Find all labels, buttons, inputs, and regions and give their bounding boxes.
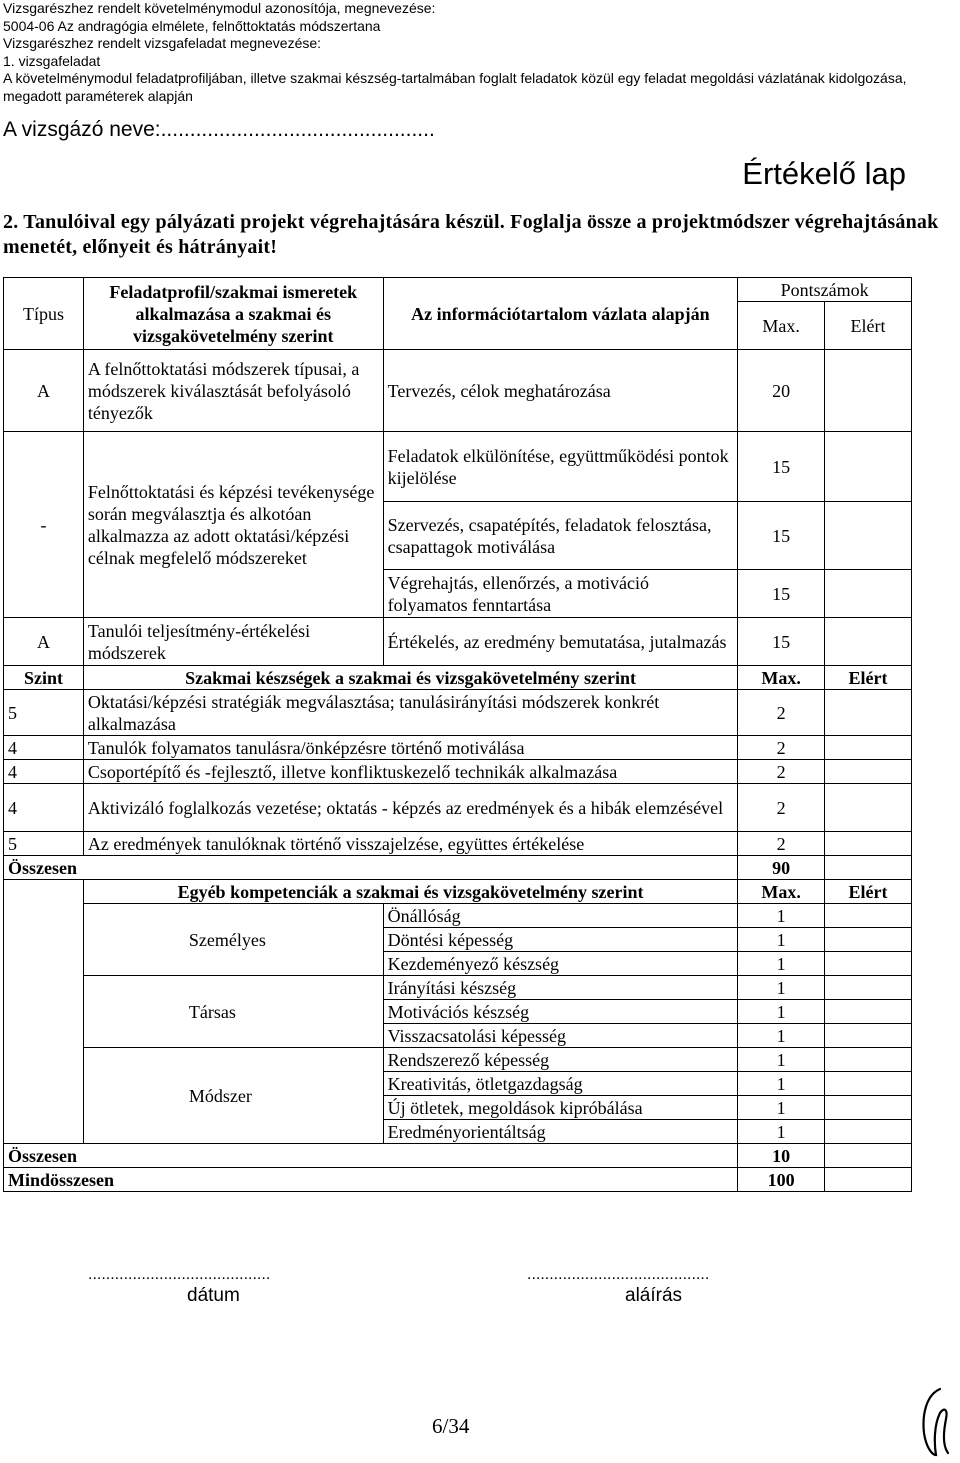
handwritten-signature-mark	[918, 1385, 956, 1459]
competency-item: Eredményorientáltság	[383, 1120, 738, 1144]
achieved-cell[interactable]	[825, 832, 912, 856]
header-line: A követelménymodul feladatprofiljában, illetve szakmai készség-tartalmában foglalt feladatok közül egy feladat megoldási vázlatának kidolgozása, megadott paraméterek alapján	[3, 70, 907, 104]
document-header	[3, 0, 953, 105]
info-cell: Végrehajtás, ellenőrzés, a motiváció folyamatos fenntartása	[383, 570, 738, 618]
header-line: Vizsgarészhez rendelt vizsgafeladat megnevezése:	[3, 35, 322, 51]
col-head-profile: Feladatprofil/szakmai ismeretek alkalmazása a szakmai és vizsgakövetelmény szerint	[83, 278, 383, 350]
max-cell: 1	[738, 1000, 825, 1024]
profile-cell: A felnőttoktatási módszerek típusai, a módszerek kiválasztását befolyásoló tényezők	[83, 350, 383, 432]
achieved-cell[interactable]	[825, 350, 912, 432]
achieved-cell[interactable]	[825, 1000, 912, 1024]
competency-item: Irányítási készség	[383, 976, 738, 1000]
competency-item: Döntési képesség	[383, 928, 738, 952]
type-cell: -	[4, 432, 84, 618]
competency-group: Személyes	[83, 904, 383, 976]
section-competencies-title: Egyéb kompetenciák a szakmai és vizsgakövetelmény szerint	[83, 880, 737, 904]
max-cell: 1	[738, 1024, 825, 1048]
max-cell: 15	[738, 502, 825, 570]
col-head-max: Max.	[738, 302, 825, 350]
achieved-cell[interactable]	[825, 1072, 912, 1096]
col-head-type: Típus	[4, 278, 84, 350]
max-cell: 15	[738, 618, 825, 666]
skill-cell: Tanulók folyamatos tanulásra/önképzésre történő motiválása	[83, 736, 737, 760]
skill-cell: Aktivizáló foglalkozás vezetése; oktatás - képzés az eredmények és a hibák elemzésével	[83, 784, 737, 832]
achieved-cell[interactable]	[825, 904, 912, 928]
achieved-cell[interactable]	[825, 690, 912, 736]
achieved-cell[interactable]	[825, 976, 912, 1000]
level-cell: 4	[4, 736, 84, 760]
section-skills-title: Szakmai készségek a szakmai és vizsgakövetelmény szerint	[83, 666, 737, 690]
achieved-cell[interactable]	[825, 1168, 912, 1192]
max-cell: 1	[738, 904, 825, 928]
subtotal-label: Összesen	[4, 856, 738, 880]
evaluation-table	[3, 277, 912, 1192]
max-cell: 2	[738, 690, 825, 736]
achieved-cell[interactable]	[825, 736, 912, 760]
max-cell: 1	[738, 1048, 825, 1072]
max-cell: 1	[738, 952, 825, 976]
competency-item: Visszacsatolási képesség	[383, 1024, 738, 1048]
competency-group: Társas	[83, 976, 383, 1048]
header-line: 5004-06 Az andragógia elmélete, felnőttoktatás módszertana	[3, 17, 381, 34]
competency-item: Kreativitás, ötletgazdagság	[383, 1072, 738, 1096]
max-cell: 2	[738, 784, 825, 832]
level-cell: 4	[4, 784, 84, 832]
achieved-cell[interactable]	[825, 1144, 912, 1168]
profile-cell: Felnőttoktatási és képzési tevékenysége során megválasztja és alkotóan alkalmazza az adott oktatási/képzési célnak megfelelő módszereket	[83, 432, 383, 618]
max-cell: 20	[738, 350, 825, 432]
achieved-cell[interactable]	[825, 928, 912, 952]
competency-item: Új ötletek, megoldások kipróbálása	[383, 1096, 738, 1120]
max-cell: 2	[738, 736, 825, 760]
competency-item: Kezdeményező készség	[383, 952, 738, 976]
info-cell: Értékelés, az eredmény bemutatása, jutalmazás	[383, 618, 738, 666]
col-head-max: Max.	[738, 880, 825, 904]
header-line: Vizsgarészhez rendelt követelménymodul azonosítója, megnevezése:	[3, 0, 436, 16]
header-line: 1. vizsgafeladat	[3, 52, 101, 69]
achieved-cell[interactable]	[825, 502, 912, 570]
max-cell: 15	[738, 432, 825, 502]
info-cell: Feladatok elkülönítése, együttműködési pontok kijelölése	[383, 432, 738, 502]
achieved-cell[interactable]	[825, 952, 912, 976]
col-head-achieved: Elért	[825, 666, 912, 690]
subtotal-label: Összesen	[4, 1144, 738, 1168]
competency-item: Önállóság	[383, 904, 738, 928]
grand-total-value: 100	[738, 1168, 825, 1192]
profile-cell: Tanulói teljesítmény-értékelési módszerek	[83, 618, 383, 666]
date-label: dátum	[187, 1285, 240, 1306]
grand-total-label: Mindösszesen	[4, 1168, 738, 1192]
skill-cell: Oktatási/képzési stratégiák megválasztása; tanulásirányítási módszerek konkrét alkalmazása	[83, 690, 737, 736]
signature-line: .........................................	[527, 1266, 710, 1283]
max-cell: 15	[738, 570, 825, 618]
col-head-level: Szint	[4, 666, 84, 690]
max-cell: 2	[738, 832, 825, 856]
col-head-achieved: Elért	[825, 302, 912, 350]
competency-item: Rendszerező képesség	[383, 1048, 738, 1072]
col-head-points: Pontszámok	[738, 278, 912, 302]
info-cell: Tervezés, célok meghatározása	[383, 350, 738, 432]
achieved-cell[interactable]	[825, 1096, 912, 1120]
subtotal-value: 90	[738, 856, 825, 880]
type-cell: A	[4, 618, 84, 666]
level-cell: 5	[4, 832, 84, 856]
max-cell: 1	[738, 1072, 825, 1096]
examinee-name-line: A vizsgázó neve:...............................................	[3, 118, 435, 141]
date-line: .........................................	[88, 1266, 271, 1283]
max-cell: 1	[738, 976, 825, 1000]
skill-cell: Csoportépítő és -fejlesztő, illetve konfliktuskezelő technikák alkalmazása	[83, 760, 737, 784]
achieved-cell[interactable]	[825, 1048, 912, 1072]
col-head-achieved: Elért	[825, 880, 912, 904]
level-cell: 5	[4, 690, 84, 736]
info-cell: Szervezés, csapatépítés, feladatok felosztása, csapattagok motiválása	[383, 502, 738, 570]
col-head-max: Max.	[738, 666, 825, 690]
skill-cell: Az eredmények tanulóknak történő visszajelzése, együttes értékelése	[83, 832, 737, 856]
achieved-cell[interactable]	[825, 760, 912, 784]
page-title: Értékelő lap	[742, 156, 906, 191]
competency-item: Motivációs készség	[383, 1000, 738, 1024]
page-number: 6/34	[432, 1414, 470, 1438]
max-cell: 1	[738, 928, 825, 952]
col-head-info: Az információtartalom vázlata alapján	[383, 278, 738, 350]
type-cell: A	[4, 350, 84, 432]
level-cell: 4	[4, 760, 84, 784]
achieved-cell[interactable]	[825, 856, 912, 880]
subtotal-value: 10	[738, 1144, 825, 1168]
max-cell: 1	[738, 1096, 825, 1120]
achieved-cell[interactable]	[825, 1120, 912, 1144]
achieved-cell[interactable]	[825, 618, 912, 666]
max-cell: 2	[738, 760, 825, 784]
signature-label: aláírás	[625, 1285, 683, 1306]
max-cell: 1	[738, 1120, 825, 1144]
achieved-cell[interactable]	[825, 784, 912, 832]
achieved-cell[interactable]	[825, 432, 912, 502]
competency-group: Módszer	[83, 1048, 383, 1144]
achieved-cell[interactable]	[825, 570, 912, 618]
task-description: 2. Tanulóival egy pályázati projekt végrehajtására készül. Foglalja össze a projektmódszer végrehajtásának menetét, előnyeit és hátrányait!	[3, 211, 939, 258]
achieved-cell[interactable]	[825, 1024, 912, 1048]
